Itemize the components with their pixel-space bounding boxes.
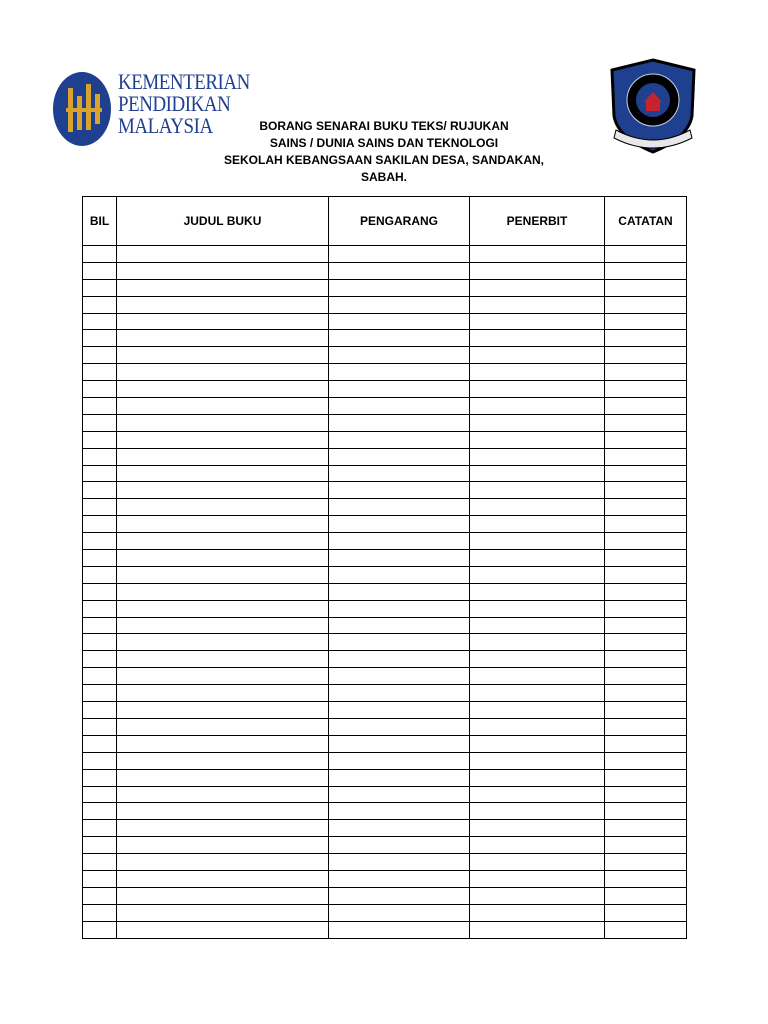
table-row [83, 381, 687, 398]
table-row [83, 516, 687, 533]
table-cell[interactable] [470, 702, 605, 719]
table-cell[interactable] [117, 516, 329, 533]
table-cell[interactable] [83, 735, 117, 752]
table-cell[interactable] [83, 887, 117, 904]
table-cell[interactable] [329, 887, 470, 904]
table-row [83, 617, 687, 634]
table-cell[interactable] [329, 431, 470, 448]
table-row [83, 837, 687, 854]
table-cell[interactable] [117, 398, 329, 415]
table-cell[interactable] [329, 651, 470, 668]
table-cell[interactable] [605, 583, 687, 600]
table-cell[interactable] [117, 870, 329, 887]
table-row [83, 347, 687, 364]
table-cell[interactable] [329, 786, 470, 803]
table-cell[interactable] [83, 786, 117, 803]
table-row [83, 854, 687, 871]
table-cell[interactable] [470, 516, 605, 533]
table-header-row [83, 197, 687, 246]
book-list-table [82, 196, 687, 939]
table-cell[interactable] [470, 837, 605, 854]
table-cell[interactable] [117, 448, 329, 465]
table-row [83, 364, 687, 381]
table-cell[interactable] [329, 668, 470, 685]
table-cell[interactable] [117, 347, 329, 364]
table-cell[interactable] [83, 550, 117, 567]
table-cell[interactable] [83, 854, 117, 871]
table-cell[interactable] [83, 837, 117, 854]
table-row [83, 904, 687, 921]
column-header-judul-buku: JUDUL BUKU [117, 197, 329, 246]
table-row [83, 735, 687, 752]
table-cell[interactable] [470, 296, 605, 313]
table-cell[interactable] [605, 347, 687, 364]
table-cell[interactable] [117, 583, 329, 600]
table-cell[interactable] [117, 854, 329, 871]
table-cell[interactable] [117, 803, 329, 820]
table-row [83, 330, 687, 347]
table-row [83, 398, 687, 415]
table-cell[interactable] [329, 482, 470, 499]
table-cell[interactable] [470, 465, 605, 482]
form-title-line-2: SAINS / DUNIA SAINS DAN TEKNOLOGI [269, 136, 499, 150]
table-cell[interactable] [329, 600, 470, 617]
table-cell[interactable] [83, 533, 117, 550]
table-cell[interactable] [605, 735, 687, 752]
table-cell[interactable] [605, 381, 687, 398]
table-cell[interactable] [605, 786, 687, 803]
table-cell[interactable] [470, 752, 605, 769]
table-cell[interactable] [329, 617, 470, 634]
table-cell[interactable] [83, 482, 117, 499]
table-row [83, 448, 687, 465]
table-cell[interactable] [605, 718, 687, 735]
table-cell[interactable] [117, 431, 329, 448]
table-cell[interactable] [329, 347, 470, 364]
table-cell[interactable] [117, 262, 329, 279]
table-cell[interactable] [83, 921, 117, 938]
table-cell[interactable] [605, 617, 687, 634]
table-cell[interactable] [470, 550, 605, 567]
table-cell[interactable] [329, 499, 470, 516]
table-cell[interactable] [83, 381, 117, 398]
table-cell[interactable] [605, 600, 687, 617]
table-cell[interactable] [117, 364, 329, 381]
table-row [83, 870, 687, 887]
table-cell[interactable] [470, 414, 605, 431]
table-cell[interactable] [83, 904, 117, 921]
table-row [83, 803, 687, 820]
table-cell[interactable] [83, 246, 117, 263]
table-cell[interactable] [470, 921, 605, 938]
table-cell[interactable] [605, 904, 687, 921]
table-cell[interactable] [470, 364, 605, 381]
table-cell[interactable] [83, 330, 117, 347]
table-cell[interactable] [470, 431, 605, 448]
table-cell[interactable] [117, 752, 329, 769]
table-cell[interactable] [83, 516, 117, 533]
table-cell[interactable] [470, 499, 605, 516]
table-cell[interactable] [605, 533, 687, 550]
table-cell[interactable] [329, 921, 470, 938]
table-cell[interactable] [117, 246, 329, 263]
table-cell[interactable] [605, 820, 687, 837]
table-cell[interactable] [329, 634, 470, 651]
table-cell[interactable] [605, 448, 687, 465]
table-cell[interactable] [605, 296, 687, 313]
table-cell[interactable] [605, 414, 687, 431]
table-row [83, 752, 687, 769]
table-cell[interactable] [605, 702, 687, 719]
ministry-line-1: KEMENTERIAN [118, 69, 250, 94]
table-row [83, 313, 687, 330]
table-cell[interactable] [117, 904, 329, 921]
table-cell[interactable] [605, 854, 687, 871]
table-cell[interactable] [117, 499, 329, 516]
table-cell[interactable] [605, 246, 687, 263]
column-header-bil: BIL [83, 197, 117, 246]
table-cell[interactable] [329, 465, 470, 482]
table-cell[interactable] [83, 702, 117, 719]
table-cell[interactable] [117, 414, 329, 431]
table-cell[interactable] [117, 702, 329, 719]
table-cell[interactable] [83, 448, 117, 465]
table-cell[interactable] [605, 313, 687, 330]
table-body [83, 246, 687, 939]
column-header-penerbit: PENERBIT [470, 197, 605, 246]
school-crest-icon [608, 58, 698, 154]
table-cell[interactable] [605, 803, 687, 820]
table-cell[interactable] [117, 482, 329, 499]
table-row [83, 887, 687, 904]
table-cell[interactable] [117, 685, 329, 702]
table-cell[interactable] [470, 617, 605, 634]
table-cell[interactable] [329, 414, 470, 431]
table-cell[interactable] [470, 685, 605, 702]
table-cell[interactable] [83, 414, 117, 431]
table-cell[interactable] [83, 803, 117, 820]
table-row [83, 296, 687, 313]
table-cell[interactable] [605, 465, 687, 482]
table-cell[interactable] [83, 583, 117, 600]
table-cell[interactable] [605, 398, 687, 415]
table-cell[interactable] [117, 668, 329, 685]
table-cell[interactable] [470, 533, 605, 550]
table-cell[interactable] [605, 279, 687, 296]
table-cell[interactable] [470, 482, 605, 499]
table-cell[interactable] [117, 313, 329, 330]
form-title [200, 118, 568, 186]
table-row [83, 702, 687, 719]
table-cell[interactable] [329, 702, 470, 719]
table-row [83, 820, 687, 837]
table-cell[interactable] [117, 820, 329, 837]
table-cell[interactable] [329, 803, 470, 820]
table-cell[interactable] [605, 262, 687, 279]
table-cell[interactable] [83, 685, 117, 702]
table-cell[interactable] [117, 330, 329, 347]
table-cell[interactable] [470, 854, 605, 871]
table-cell[interactable] [329, 583, 470, 600]
table-cell[interactable] [329, 685, 470, 702]
table-cell[interactable] [83, 870, 117, 887]
table-row [83, 414, 687, 431]
table-cell[interactable] [117, 634, 329, 651]
table-cell[interactable] [470, 668, 605, 685]
table-cell[interactable] [83, 279, 117, 296]
table-row [83, 786, 687, 803]
table-cell[interactable] [470, 381, 605, 398]
table-cell[interactable] [83, 347, 117, 364]
table-cell[interactable] [605, 870, 687, 887]
table-cell[interactable] [117, 617, 329, 634]
table-cell[interactable] [329, 566, 470, 583]
table-row [83, 550, 687, 567]
table-cell[interactable] [470, 904, 605, 921]
table-row [83, 533, 687, 550]
table-cell[interactable] [470, 246, 605, 263]
column-header-pengarang: PENGARANG [329, 197, 470, 246]
form-title-line-3: SEKOLAH KEBANGSAAN SAKILAN DESA, SANDAKAN, [223, 153, 544, 167]
form-title-line-1: BORANG SENARAI BUKU TEKS/ RUJUKAN [259, 119, 509, 133]
table-row [83, 583, 687, 600]
table-cell[interactable] [83, 617, 117, 634]
table-cell[interactable] [329, 820, 470, 837]
ministry-emblem-icon [52, 70, 114, 148]
table-row [83, 465, 687, 482]
table-cell[interactable] [470, 718, 605, 735]
table-cell[interactable] [83, 634, 117, 651]
table-cell[interactable] [329, 262, 470, 279]
table-cell[interactable] [605, 550, 687, 567]
table-cell[interactable] [329, 718, 470, 735]
table-cell[interactable] [470, 330, 605, 347]
table-row [83, 262, 687, 279]
table-row [83, 769, 687, 786]
table-cell[interactable] [117, 837, 329, 854]
table-cell[interactable] [470, 786, 605, 803]
table-cell[interactable] [117, 887, 329, 904]
table-cell[interactable] [470, 769, 605, 786]
table-cell[interactable] [117, 296, 329, 313]
table-cell[interactable] [329, 735, 470, 752]
table-row [83, 499, 687, 516]
table-cell[interactable] [329, 448, 470, 465]
table-cell[interactable] [329, 904, 470, 921]
table-cell[interactable] [117, 735, 329, 752]
table-cell[interactable] [470, 820, 605, 837]
table-cell[interactable] [83, 769, 117, 786]
table-cell[interactable] [83, 431, 117, 448]
table-cell[interactable] [83, 296, 117, 313]
table-cell[interactable] [83, 600, 117, 617]
table-cell[interactable] [470, 735, 605, 752]
table-cell[interactable] [117, 550, 329, 567]
table-cell[interactable] [83, 718, 117, 735]
table-cell[interactable] [329, 752, 470, 769]
table-cell[interactable] [83, 364, 117, 381]
table-cell[interactable] [83, 313, 117, 330]
table-cell[interactable] [329, 313, 470, 330]
table-cell[interactable] [329, 296, 470, 313]
table-cell[interactable] [329, 870, 470, 887]
table-cell[interactable] [605, 566, 687, 583]
table-row [83, 685, 687, 702]
table-cell[interactable] [470, 803, 605, 820]
table-row [83, 634, 687, 651]
table-cell[interactable] [83, 499, 117, 516]
ministry-line-2: PENDIDIKAN [118, 91, 231, 116]
table-cell[interactable] [605, 837, 687, 854]
table-cell[interactable] [117, 921, 329, 938]
table-cell[interactable] [329, 330, 470, 347]
table-cell[interactable] [470, 583, 605, 600]
table-cell[interactable] [83, 651, 117, 668]
form-title-line-4: SABAH. [360, 170, 407, 184]
table-cell[interactable] [329, 550, 470, 567]
table-cell[interactable] [605, 887, 687, 904]
table-cell[interactable] [470, 887, 605, 904]
table-cell[interactable] [605, 769, 687, 786]
table-cell[interactable] [605, 668, 687, 685]
table-cell[interactable] [329, 533, 470, 550]
table-cell[interactable] [329, 516, 470, 533]
table-row [83, 482, 687, 499]
table-cell[interactable] [329, 398, 470, 415]
table-cell[interactable] [83, 566, 117, 583]
table-cell[interactable] [605, 516, 687, 533]
column-header-catatan: CATATAN [605, 197, 687, 246]
table-row [83, 279, 687, 296]
table-cell[interactable] [470, 634, 605, 651]
table-row [83, 668, 687, 685]
table-cell[interactable] [329, 246, 470, 263]
table-cell[interactable] [329, 381, 470, 398]
table-cell[interactable] [117, 381, 329, 398]
table-cell[interactable] [329, 854, 470, 871]
table-row [83, 921, 687, 938]
table-cell[interactable] [470, 651, 605, 668]
table-row [83, 651, 687, 668]
table-cell[interactable] [470, 313, 605, 330]
table-cell[interactable] [117, 786, 329, 803]
table-cell[interactable] [470, 600, 605, 617]
table-row [83, 718, 687, 735]
table-cell[interactable] [329, 837, 470, 854]
table-row [83, 431, 687, 448]
table-cell[interactable] [117, 718, 329, 735]
table-cell[interactable] [117, 279, 329, 296]
table-cell[interactable] [605, 330, 687, 347]
table-cell[interactable] [329, 364, 470, 381]
table-cell[interactable] [470, 262, 605, 279]
table-cell[interactable] [605, 431, 687, 448]
table-cell[interactable] [83, 262, 117, 279]
table-row [83, 600, 687, 617]
table-cell[interactable] [470, 870, 605, 887]
table-cell[interactable] [117, 566, 329, 583]
table-row [83, 566, 687, 583]
table-cell[interactable] [605, 651, 687, 668]
table-cell[interactable] [83, 752, 117, 769]
table-cell[interactable] [605, 921, 687, 938]
table-cell[interactable] [329, 279, 470, 296]
table-cell[interactable] [329, 769, 470, 786]
table-cell[interactable] [83, 465, 117, 482]
table-cell[interactable] [605, 685, 687, 702]
table-cell[interactable] [470, 279, 605, 296]
table-cell[interactable] [605, 752, 687, 769]
ministry-line-3: MALAYSIA [118, 113, 213, 138]
table-cell[interactable] [605, 634, 687, 651]
table-cell[interactable] [83, 398, 117, 415]
table-cell[interactable] [470, 566, 605, 583]
table-cell[interactable] [117, 651, 329, 668]
table-row [83, 246, 687, 263]
table-cell[interactable] [117, 600, 329, 617]
table-cell[interactable] [117, 769, 329, 786]
table-cell[interactable] [117, 533, 329, 550]
table-cell[interactable] [605, 364, 687, 381]
table-cell[interactable] [117, 465, 329, 482]
table-cell[interactable] [83, 820, 117, 837]
table-cell[interactable] [470, 448, 605, 465]
table-cell[interactable] [605, 482, 687, 499]
table-cell[interactable] [83, 668, 117, 685]
table-cell[interactable] [605, 499, 687, 516]
table-cell[interactable] [470, 398, 605, 415]
table-cell[interactable] [470, 347, 605, 364]
